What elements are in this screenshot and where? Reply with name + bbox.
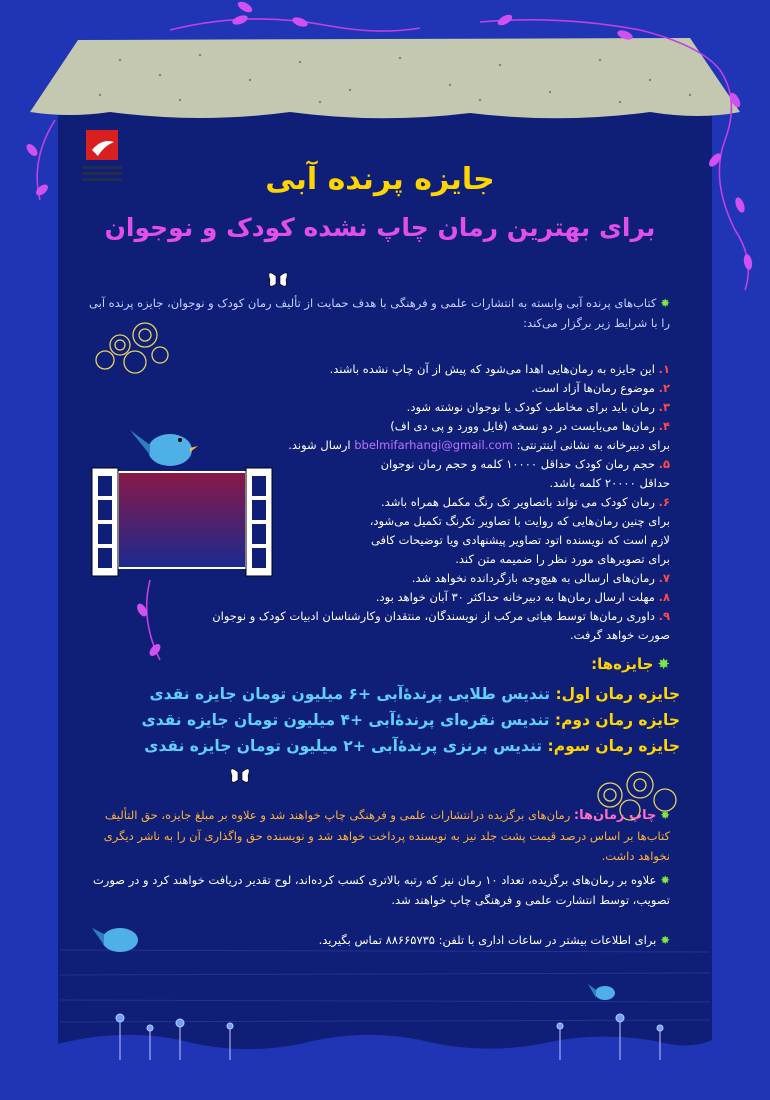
rule-item: ۷. رمان‌های ارسالی به هیچ‌وجه بازگردانده نخواهد شد.	[411, 571, 670, 585]
prize-third: جایزه رمان سوم: تندیس برنزی پرندۀآبی +۲ میلیون تومان جایزه نقدی	[144, 737, 680, 755]
prize-first: جایزه رمان اول: تندیس طلایی پرندۀآبی +۶ میلیون تومان جایزه نقدی	[149, 685, 680, 703]
extra-note: ✸علاوه بر رمان‌های برگزیده، تعداد ۱۰ رمان نیز که رتبه بالاتری کسب کرده‌اند، لوح تقدیر دریافت خواهند کرد و در صورت تصویب، توسط انتشارت علمی و فرهنگی چاپ خواهند شد.	[92, 873, 670, 907]
rule-item: لازم است که نویسنده اتود تصاویر پیشنهادی ویا توضیحات کافی	[370, 533, 670, 547]
rule-item: ۶. رمان کودک می تواند باتصاویر تک رنگ مکمل همراه باشد.	[381, 495, 670, 509]
publishing-paragraph: ✸چاپ رمان‌ها: رمان‌های برگزیده درانتشارات علمی و فرهنگی چاپ خواهند شد و علاوه بر مبلغ جایزه، حق التألیف کتاب‌ها بر اساس درصد قیمت پشت جلد نیز به نویسنده پرداخت خواهد شد و نویسنده حق واگذاری آن را به ناشر دیگری نخواهد داشت.	[103, 808, 670, 863]
rule-item: برای چنین رمان‌هایی که روایت با تصاویر تکرنگ تکمیل می‌شود،	[369, 514, 670, 528]
rule-item: ۳. رمان باید برای مخاطب کودک یا نوجوان نوشته شود.	[406, 400, 670, 414]
rule-item: ۴. رمان‌ها می‌بایست در دو نسخه (فایل وورد و پی دی اف)	[390, 419, 670, 433]
rule-item: ۸. مهلت ارسال رمان‌ها به دبیرخانه حداکثر ۳۰ آبان خواهد بود.	[375, 590, 670, 604]
rule-item: ۲. موضوع رمان‌ها آزاد است.	[531, 381, 670, 395]
star-bullet-icon: ✸	[660, 873, 670, 887]
contact-line: ✸برای اطلاعات بیشتر در ساعات اداری با تلفن: ۸۸۶۶۵۷۳۵ تماس بگیرید.	[318, 933, 670, 947]
poster-content	[70, 150, 690, 970]
rule-item: ۹. داوری رمان‌ها توسط هیاتی مرکب از نویسندگان، منتقدان وکارشناسان ادبیات کودک و نوجوان	[212, 609, 670, 623]
email-link[interactable]: bbelmifarhangi@gmail.com	[354, 438, 513, 452]
rule-item: برای دبیرخانه به نشانی اینترنتی: bbelmifarhangi@gmail.com ارسال شوند.	[288, 438, 670, 452]
star-bullet-icon: ✸	[660, 808, 670, 822]
roof	[30, 38, 740, 118]
star-bullet-icon: ✸	[660, 296, 670, 310]
intro-text: کتاب‌های پرنده آبی وابسته به انتشارات علمی و فرهنگی با هدف حمایت از تألیف رمان کودک و نوجوان، جایزه پرنده آبی را با شرایط زیر برگزار می‌کند:	[89, 296, 670, 330]
prize-second: جایزه رمان دوم: تندیس نقره‌ای پرندۀآبی +۴ میلیون تومان جایزه نقدی	[141, 711, 680, 729]
star-bullet-icon: ✸	[660, 933, 670, 947]
rule-item: ۱. این جایزه به رمان‌هایی اهدا می‌شود که پیش از آن چاپ نشده باشند.	[329, 362, 670, 376]
poster-subtitle: برای بهترین رمان چاپ نشده کودک و نوجوان	[104, 213, 656, 242]
rule-item: حداقل ۲۰۰۰۰ کلمه باشد.	[549, 476, 670, 490]
intro-paragraph	[80, 293, 670, 333]
poster-title: جایزه پرنده آبی	[265, 162, 495, 197]
rule-item: برای تصویرهای مورد نظر را ضمیمه متن کند.	[455, 552, 670, 566]
star-bullet-icon: ✸	[657, 655, 670, 673]
rule-item: ۵. حجم رمان کودک حداقل ۱۰۰۰۰ کلمه و حجم رمان نوجوان	[380, 457, 670, 471]
prizes-heading: ✸جایزه‌ها:	[591, 655, 670, 673]
rule-item: صورت خواهد گرفت.	[569, 628, 670, 642]
rules-list	[110, 360, 670, 645]
